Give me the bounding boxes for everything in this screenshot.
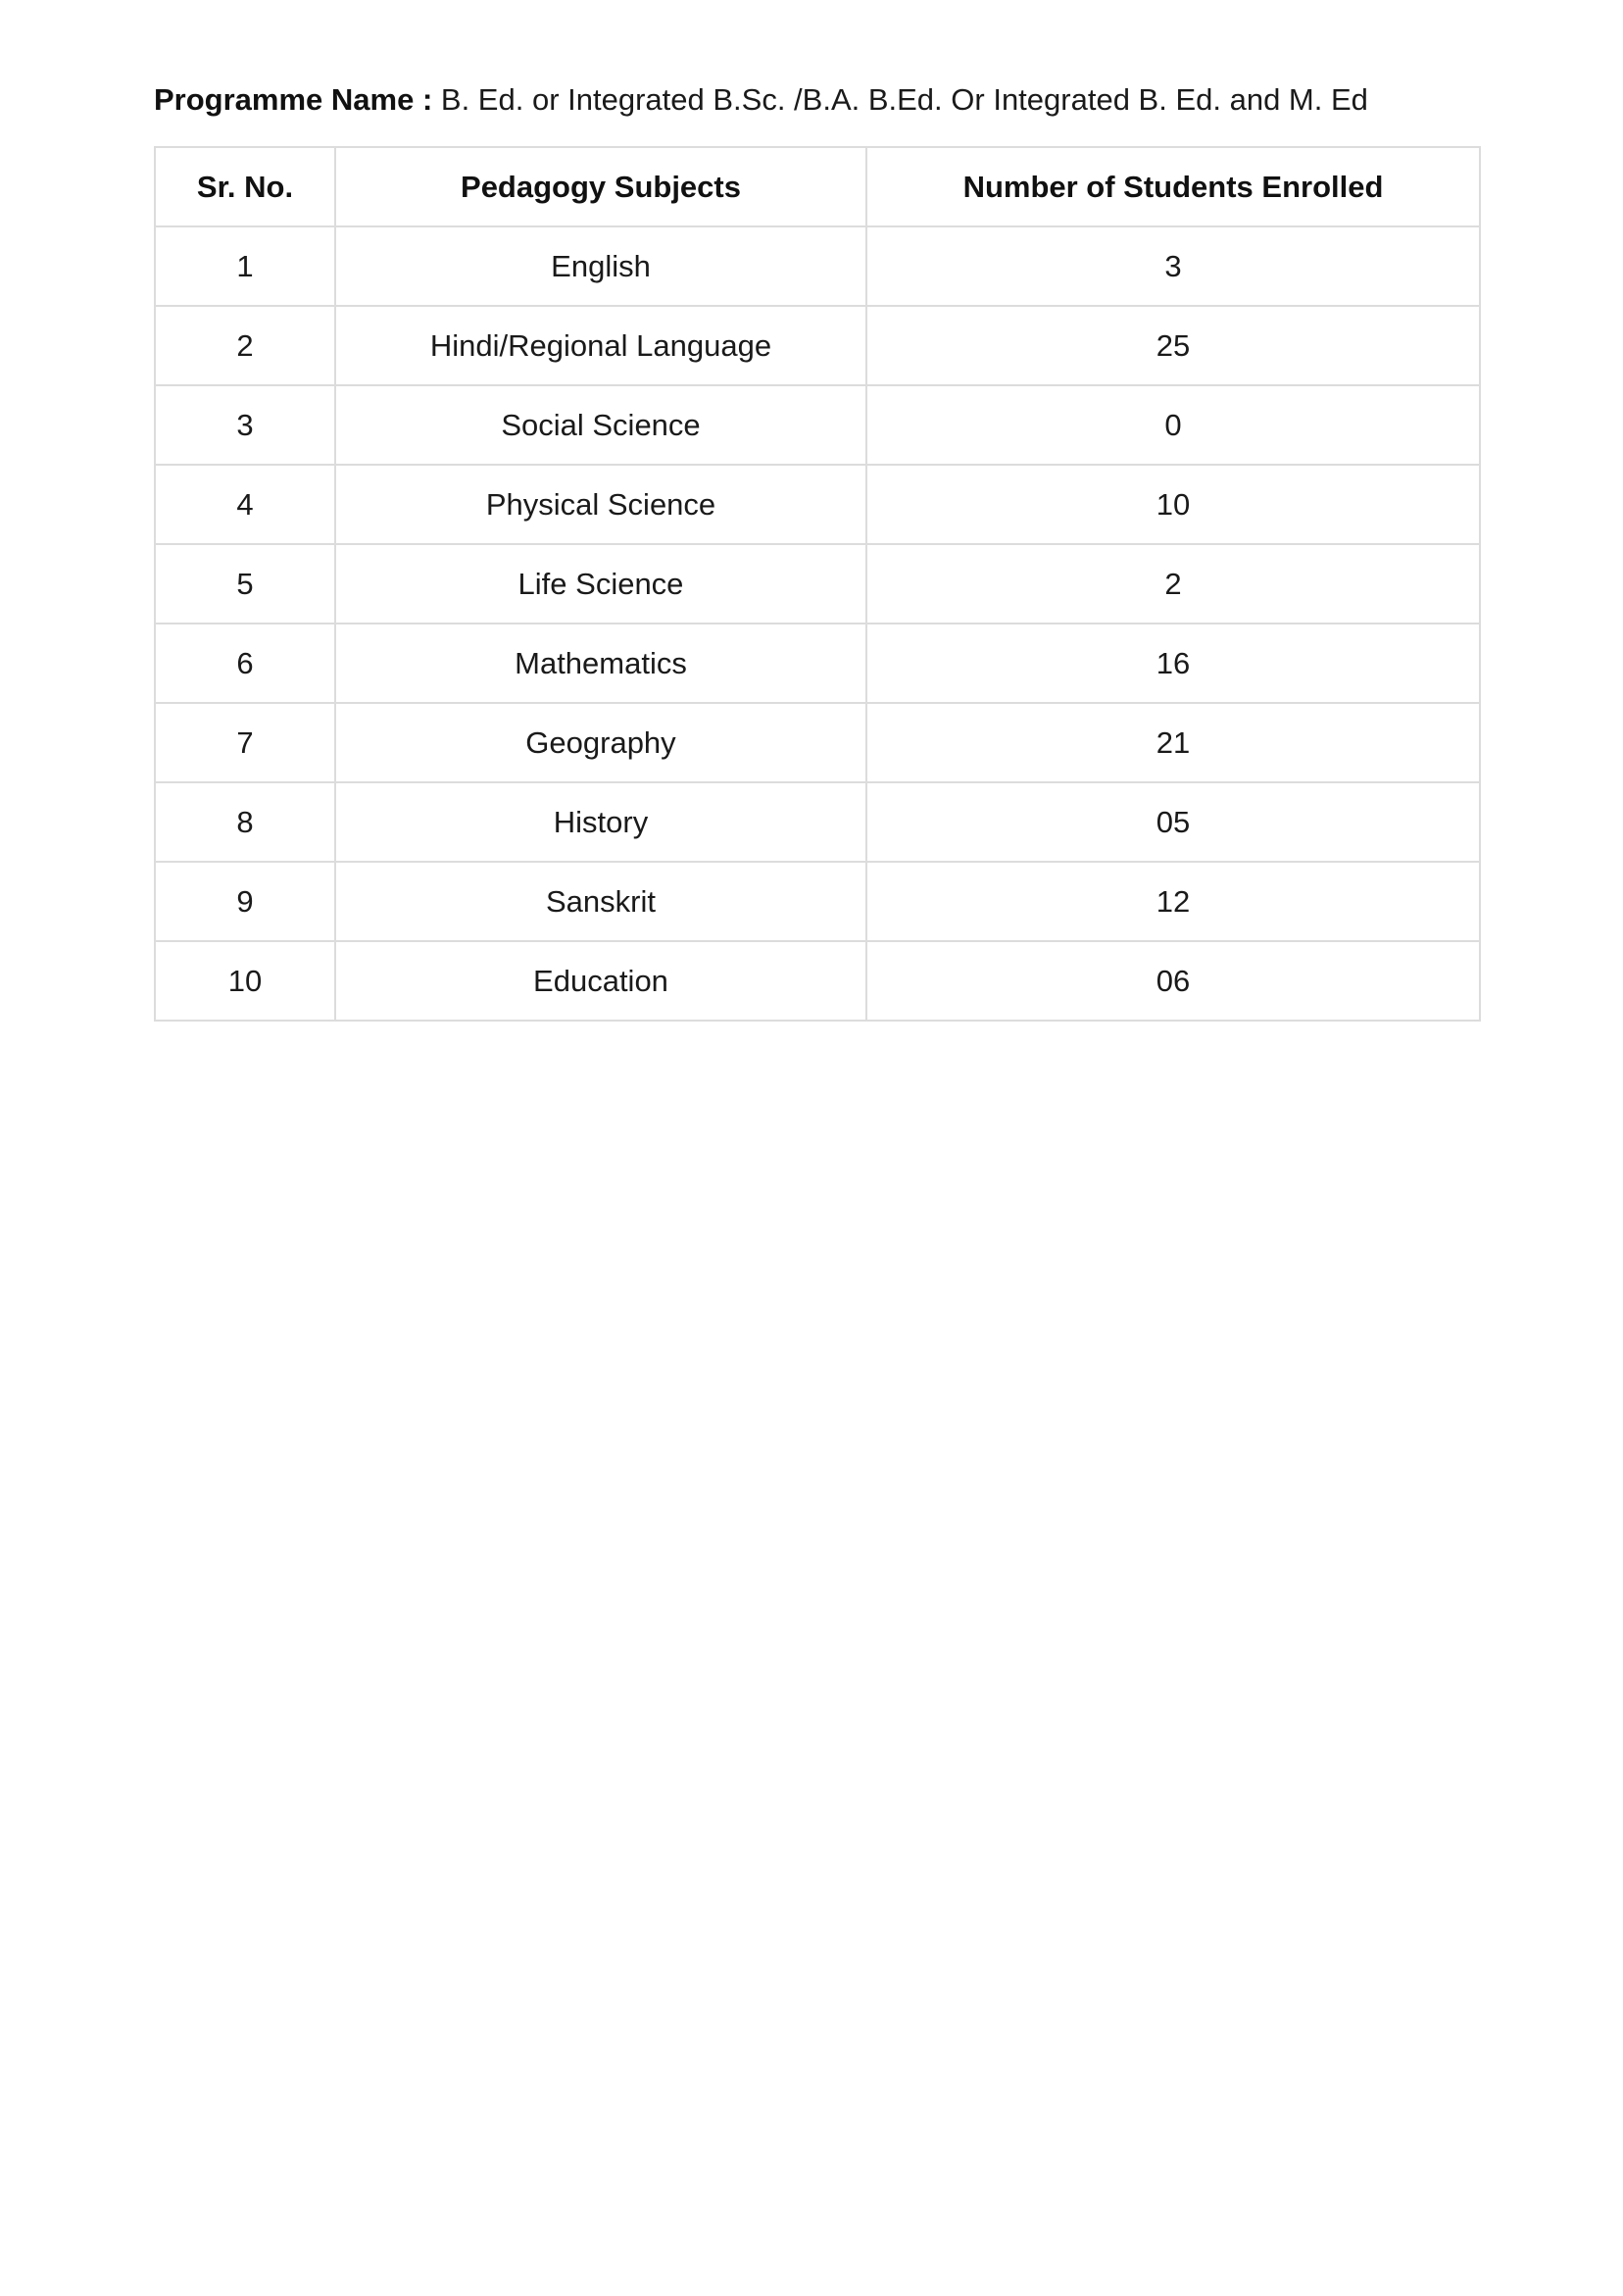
table-row [155,941,1480,1021]
cell-sr-no: 9 [155,862,335,941]
cell-subject: Social Science [335,385,866,465]
cell-subject: Mathematics [335,624,866,703]
table-row [155,306,1480,385]
cell-enrolled: 12 [866,862,1480,941]
table-row [155,385,1480,465]
header-sr-no: Sr. No. [155,147,335,226]
cell-subject: History [335,782,866,862]
cell-enrolled: 05 [866,782,1480,862]
cell-subject: Life Science [335,544,866,624]
cell-enrolled: 0 [866,385,1480,465]
cell-enrolled: 10 [866,465,1480,544]
cell-subject: Geography [335,703,866,782]
cell-sr-no: 2 [155,306,335,385]
cell-sr-no: 4 [155,465,335,544]
table-header-row [155,147,1480,226]
table-row [155,465,1480,544]
header-students-enrolled: Number of Students Enrolled [866,147,1480,226]
table-row [155,782,1480,862]
programme-name-line [154,80,1368,120]
cell-subject: Education [335,941,866,1021]
cell-sr-no: 5 [155,544,335,624]
programme-name-value: B. Ed. or Integrated B.Sc. /B.A. B.Ed. Or Integrated B. Ed. and M. Ed [440,82,1368,117]
table-row [155,624,1480,703]
cell-sr-no: 3 [155,385,335,465]
cell-subject: English [335,226,866,306]
cell-enrolled: 3 [866,226,1480,306]
cell-sr-no: 7 [155,703,335,782]
cell-enrolled: 16 [866,624,1480,703]
cell-enrolled: 25 [866,306,1480,385]
cell-subject: Sanskrit [335,862,866,941]
header-pedagogy-subjects: Pedagogy Subjects [335,147,866,226]
programme-name-label: Programme Name : [154,82,433,117]
cell-subject: Hindi/Regional Language [335,306,866,385]
cell-sr-no: 8 [155,782,335,862]
cell-enrolled: 21 [866,703,1480,782]
cell-sr-no: 10 [155,941,335,1021]
cell-subject: Physical Science [335,465,866,544]
pedagogy-enrollment-table [154,146,1481,1022]
cell-enrolled: 06 [866,941,1480,1021]
cell-enrolled: 2 [866,544,1480,624]
cell-sr-no: 1 [155,226,335,306]
table-row [155,703,1480,782]
table-row [155,226,1480,306]
table-row [155,544,1480,624]
table-row [155,862,1480,941]
cell-sr-no: 6 [155,624,335,703]
